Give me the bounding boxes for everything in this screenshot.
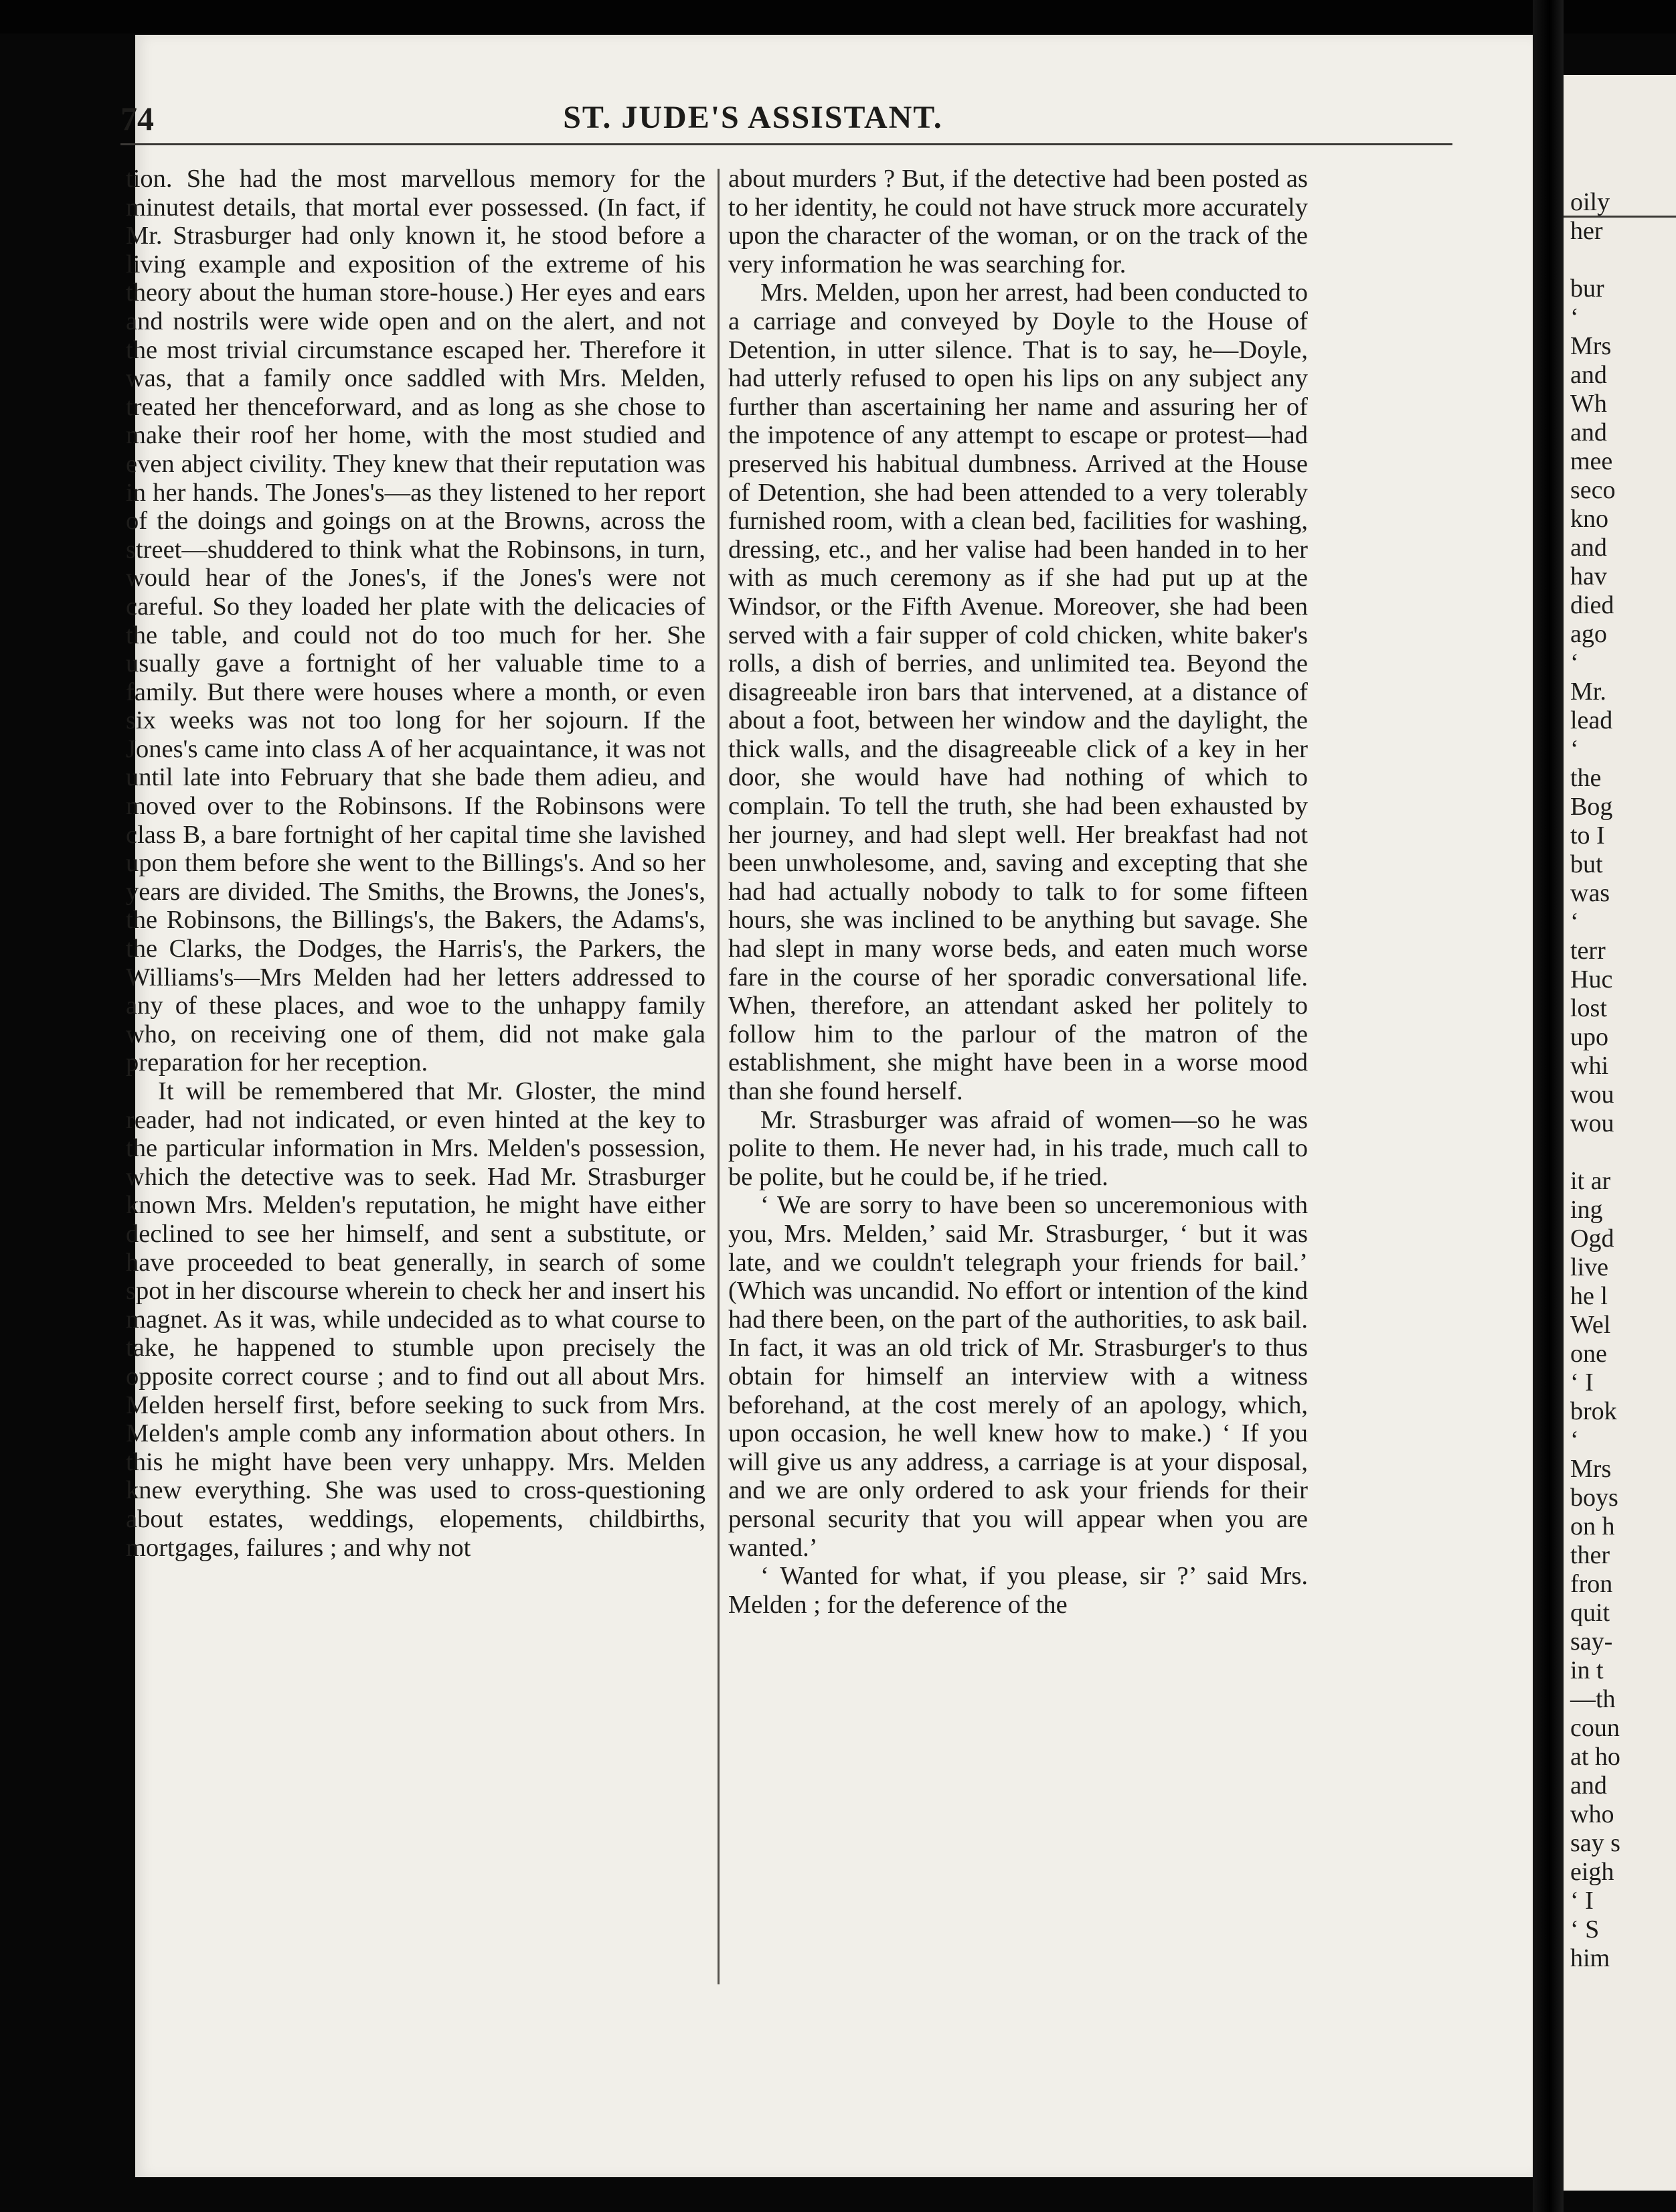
paragraph: It will be remembered that Mr. Gloster, the mind reader, had not indicated, or even hinted at the key to the particular information in Mrs. Melden's possession, which the detective was to seek. Had Mr. Strasburger known Mrs. Melden's reputation, he might have either declined to see her himself, and sent a substitute, or have proceeded to beat generally, in search of some spot in her discourse wherein to check her and insert his magnet. As it was, while undecided as to what course to take, he happened to stumble upon precisely the opposite correct course ; and to find out all about Mrs. Melden herself first, before seeking to suck from Mrs. Melden's ample comb any information about others. In this he might have been very unhappy. Mrs. Melden knew everything. She was used to cross-questioning about estates, weddings, elopements, childbirths, mortgages, failures ; and why not — [126, 1077, 705, 1562]
paragraph: ‘ We are sorry to have been so unceremonious with you, Mrs. Melden,’ said Mr. Strasburger, ‘ but it was late, and we couldn't telegraph your friends for bail.’ (Which was uncandid. No effort or intention of the kind had there been, on the part of the authorities, to ask bail. In fact, it was an old trick of Mr. Strasburger's to thus obtain for himself an interview with a witness beforehand, at the cost merely of an apology, which, upon occasion, he well knew how to make.) ‘ If you will give us any address, a carriage is at your disposal, and we are only ordered to ask your friends for their personal security that you will appear when you are wanted.’ — [728, 1191, 1308, 1562]
facing-line-fragment: Huc — [1570, 965, 1613, 994]
facing-line-fragment: boys — [1570, 1484, 1618, 1512]
facing-line-fragment: coun — [1570, 1714, 1620, 1742]
facing-line-fragment: it ar — [1570, 1167, 1611, 1195]
facing-line-fragment: bur — [1570, 274, 1604, 303]
facing-line-fragment: ‘ I — [1570, 1887, 1594, 1915]
text-column-left — [126, 165, 705, 1986]
facing-line-fragment: ‘ I — [1570, 1368, 1594, 1397]
facing-line-fragment: kno — [1570, 505, 1608, 533]
facing-line-fragment: ing — [1570, 1196, 1603, 1224]
header-rule — [120, 143, 1452, 145]
facing-line-fragment: he l — [1570, 1282, 1608, 1310]
paragraph: Mr. Strasburger was afraid of women—so he was polite to them. He never had, in his trade, much call to be polite, but he could be, if he tried. — [728, 1105, 1308, 1191]
facing-line-fragment: say- — [1570, 1628, 1613, 1656]
facing-line-fragment: wou — [1570, 1109, 1614, 1137]
running-title: ST. JUDE'S ASSISTANT. — [563, 100, 943, 135]
facing-line-fragment: whi — [1570, 1052, 1608, 1080]
facing-line-fragment: in t — [1570, 1656, 1604, 1684]
facing-line-fragment: mee — [1570, 447, 1613, 475]
facing-line-fragment: hav — [1570, 562, 1607, 590]
facing-line-fragment: died — [1570, 591, 1614, 619]
facing-line-fragment: wou — [1570, 1081, 1614, 1109]
facing-line-fragment: brok — [1570, 1397, 1617, 1425]
facing-line-fragment: at ho — [1570, 1743, 1620, 1771]
facing-line-fragment: who — [1570, 1800, 1614, 1828]
facing-line-fragment: live — [1570, 1253, 1608, 1281]
facing-line-fragment: Mrs — [1570, 332, 1612, 360]
facing-line-fragment: Wel — [1570, 1311, 1611, 1339]
facing-line-fragment: ther — [1570, 1541, 1610, 1569]
facing-line-fragment: to I — [1570, 821, 1605, 850]
facing-line-fragment: one — [1570, 1340, 1607, 1368]
facing-line-fragment: seco — [1570, 476, 1616, 504]
facing-line-fragment: ‘ S — [1570, 1915, 1600, 1944]
facing-line-fragment: and — [1570, 418, 1607, 447]
facing-line-fragment: ‘ — [1570, 649, 1579, 677]
text-column-right — [728, 165, 1308, 1986]
paragraph: ‘ Wanted for what, if you please, sir ?’ said Mrs. Melden ; for the deference of the — [728, 1562, 1308, 1619]
column-divider — [718, 169, 720, 1984]
paragraph: tion. She had the most marvellous memory for the minutest details, that mortal ever possessed. (In fact, if Mr. Strasburger had only known it, he stood before a living example and exposition of the extreme of his theory about the human store-house.) Her eyes and ears and nostrils were wide open and on the alert, and not the most trivial circumstance escaped her. Therefore it was, that a family once saddled with Mrs. Melden, treated her thenceforward, and as long as she chose to make their roof her home, with the most studied and even abject civility. They knew that their reputation was in her hands. The Jones's—as they listened to her report of the doings and goings on at the Browns, across the street—shuddered to think what the Robinsons, in turn, would hear of the Jones's, if the Jones's were not careful. So they loaded her plate with the delicacies of the table, and could not do too much for her. She usually gave a fortnight of her valuable time to a family. But there were houses where a month, or even six weeks was not too long for her sojourn. If the Jones's came into class A of her acquaintance, it was not until late into February that she bade them adieu, and moved over to the Robinsons. If the Robinsons were class B, a bare fortnight of her capital time she lavished upon them before she went to the Billings's. And so her years are divided. The Smiths, the Browns, the Jones's, the Robinsons, the Billings's, the Bakers, the Adams's, the Clarks, the Dodges, the Harris's, the Parkers, the Williams's—Mrs Melden had her letters addressed to any of these places, and woe to the unhappy family who, on receiving one of them, did not make gala preparation for her reception. — [126, 165, 705, 1077]
facing-line-fragment: lost — [1570, 994, 1607, 1022]
scan-border — [0, 0, 1676, 33]
book-binding-gutter — [1533, 0, 1564, 2212]
facing-line-fragment: ago — [1570, 620, 1607, 648]
facing-line-fragment: Ogd — [1570, 1224, 1614, 1253]
page-header — [120, 67, 1386, 141]
facing-line-fragment: fron — [1570, 1570, 1613, 1598]
facing-line-fragment: upo — [1570, 1023, 1608, 1051]
facing-line-fragment: Bog — [1570, 793, 1613, 821]
paragraph: about murders ? But, if the detective had been posted as to her identity, he could not have struck more accurately upon the character of the woman, or on the track of the very information he was searching for. — [728, 165, 1308, 279]
facing-line-fragment: oily — [1570, 188, 1610, 216]
facing-line-fragment: Mrs — [1570, 1455, 1612, 1483]
facing-line-fragment: on h — [1570, 1512, 1615, 1540]
facing-line-fragment: the — [1570, 764, 1602, 792]
facing-line-fragment: ‘ — [1570, 1426, 1579, 1454]
facing-line-fragment: ‘ — [1570, 908, 1579, 936]
facing-line-fragment: Wh — [1570, 390, 1607, 418]
page-number: 74 — [120, 100, 154, 137]
facing-line-fragment: and — [1570, 534, 1607, 562]
facing-line-fragment: was — [1570, 879, 1610, 907]
facing-line-fragment: ‘ — [1570, 303, 1579, 331]
facing-line-fragment: quit — [1570, 1599, 1610, 1627]
facing-line-fragment: ‘ — [1570, 735, 1579, 763]
facing-page-edge — [1564, 75, 1676, 2191]
facing-line-fragment: lead — [1570, 706, 1613, 734]
facing-line-fragment: but — [1570, 850, 1603, 878]
facing-line-fragment: and — [1570, 361, 1607, 389]
facing-line-fragment: Mr. — [1570, 678, 1606, 706]
facing-line-fragment: him — [1570, 1944, 1610, 1972]
facing-line-fragment: say s — [1570, 1829, 1620, 1857]
facing-line-fragment: terr — [1570, 937, 1606, 965]
facing-line-fragment: eigh — [1570, 1858, 1614, 1886]
facing-line-fragment: and — [1570, 1771, 1607, 1800]
facing-line-fragment: her — [1570, 217, 1603, 245]
paragraph: Mrs. Melden, upon her arrest, had been conducted to a carriage and conveyed by Doyle to the House of Detention, in utter silence. That is to say, he—Doyle, had utterly refused to open his lips on any subject any further than ascertaining her name and assuring her of the impotence of any attempt to escape or protest—had preserved his habitual dumbness. Arrived at the House of Detention, she had been attended to a very tolerably furnished room, with a clean bed, facilities for washing, dressing, etc., and her valise had been handed in to her with as much ceremony as if she had put up at the Windsor, or the Fifth Avenue. Moreover, she had been served with a fair supper of cold chicken, white baker's rolls, a dish of berries, and unlimited tea. Beyond the disagreeable iron bars that intervened, at a distance of about a foot, between her window and the daylight, the thick walls, and the disagreeable click of a key in her door, she would have had nothing of which to complain. To tell the truth, she had been exhausted by her journey, and had slept well. Her breakfast had not been unwholesome, and, saving and excepting that she had had actually nobody to talk to for some fifteen hours, she was inclined to be anything but savage. She had slept in many worse beds, and eaten much worse fare in the course of her sporadic conversational life. When, therefore, an attendant asked her politely to follow him to the parlour of the matron of the establishment, she might have been in a worse mood than she found herself. — [728, 279, 1308, 1105]
facing-line-fragment: —th — [1570, 1685, 1616, 1713]
